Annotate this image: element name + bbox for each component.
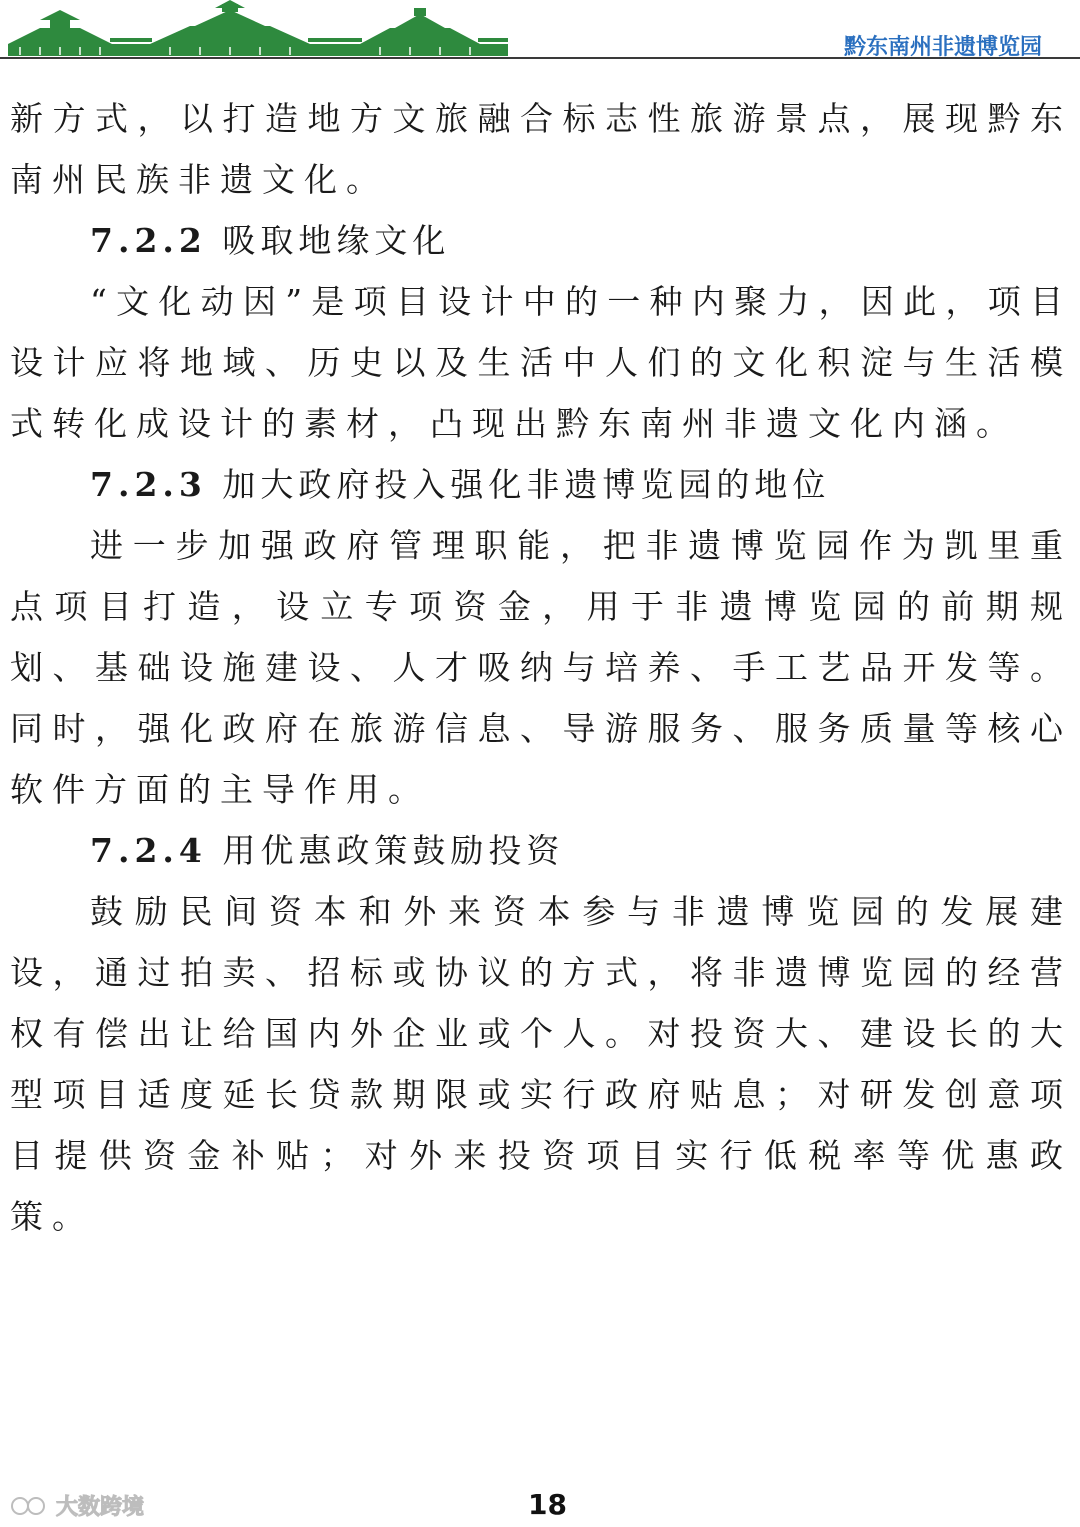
paragraph-1: 新方式，以打造地方文旅融合标志性旅游景点，展现黔东南州民族非遗文化。 [10,99,1072,199]
section-number: 7.2.4 [90,831,207,870]
section-number: 7.2.2 [90,221,207,260]
watermark-text: 大数跨境 [56,1495,145,1520]
section-heading-7-2-2 [10,210,1072,271]
watermark [10,1490,144,1521]
section-title: 加大政府投入强化非遗博览园的地位 [222,465,831,504]
page-header [0,0,1080,62]
section-title: 吸取地缘文化 [222,221,451,260]
paragraph-4: 鼓励民间资本和外来资本参与非遗博览园的发展建设，通过拍卖、招标或协议的方式，将非遗博览园的经营权有偿出让给国内外企业或个人。对投资大、建设长的大型项目适度延长贷款期限或实行政府贴息；对研发创意项目提供资金补贴；对外来投资项目实行低税率等优惠政策。 [10,892,1072,1236]
section-number: 7.2.3 [90,465,207,504]
section-heading-7-2-3 [10,454,1072,515]
section-heading-7-2-4 [10,820,1072,881]
watermark-logo-icon [10,1494,50,1518]
page-number: 18 [528,1488,567,1521]
paragraph-2: “文化动因”是项目设计中的一种内聚力，因此，项目设计应将地域、历史以及生活中人们的文化积淀与生活模式转化成设计的素材，凸现出黔东南州非遗文化内涵。 [10,282,1072,443]
section-title: 用优惠政策鼓励投资 [222,831,565,870]
document-body [10,88,1072,1247]
paragraph-3: 进一步加强政府管理职能，把非遗博览园作为凯里重点项目打造，设立专项资金，用于非遗博览园的前期规划、基础设施建设、人才吸纳与培养、手工艺品开发等。同时，强化政府在旅游信息、导游服务、服务质量等核心软件方面的主导作用。 [10,526,1072,809]
header-title: 黔东南州非遗博览园 [843,35,1042,60]
